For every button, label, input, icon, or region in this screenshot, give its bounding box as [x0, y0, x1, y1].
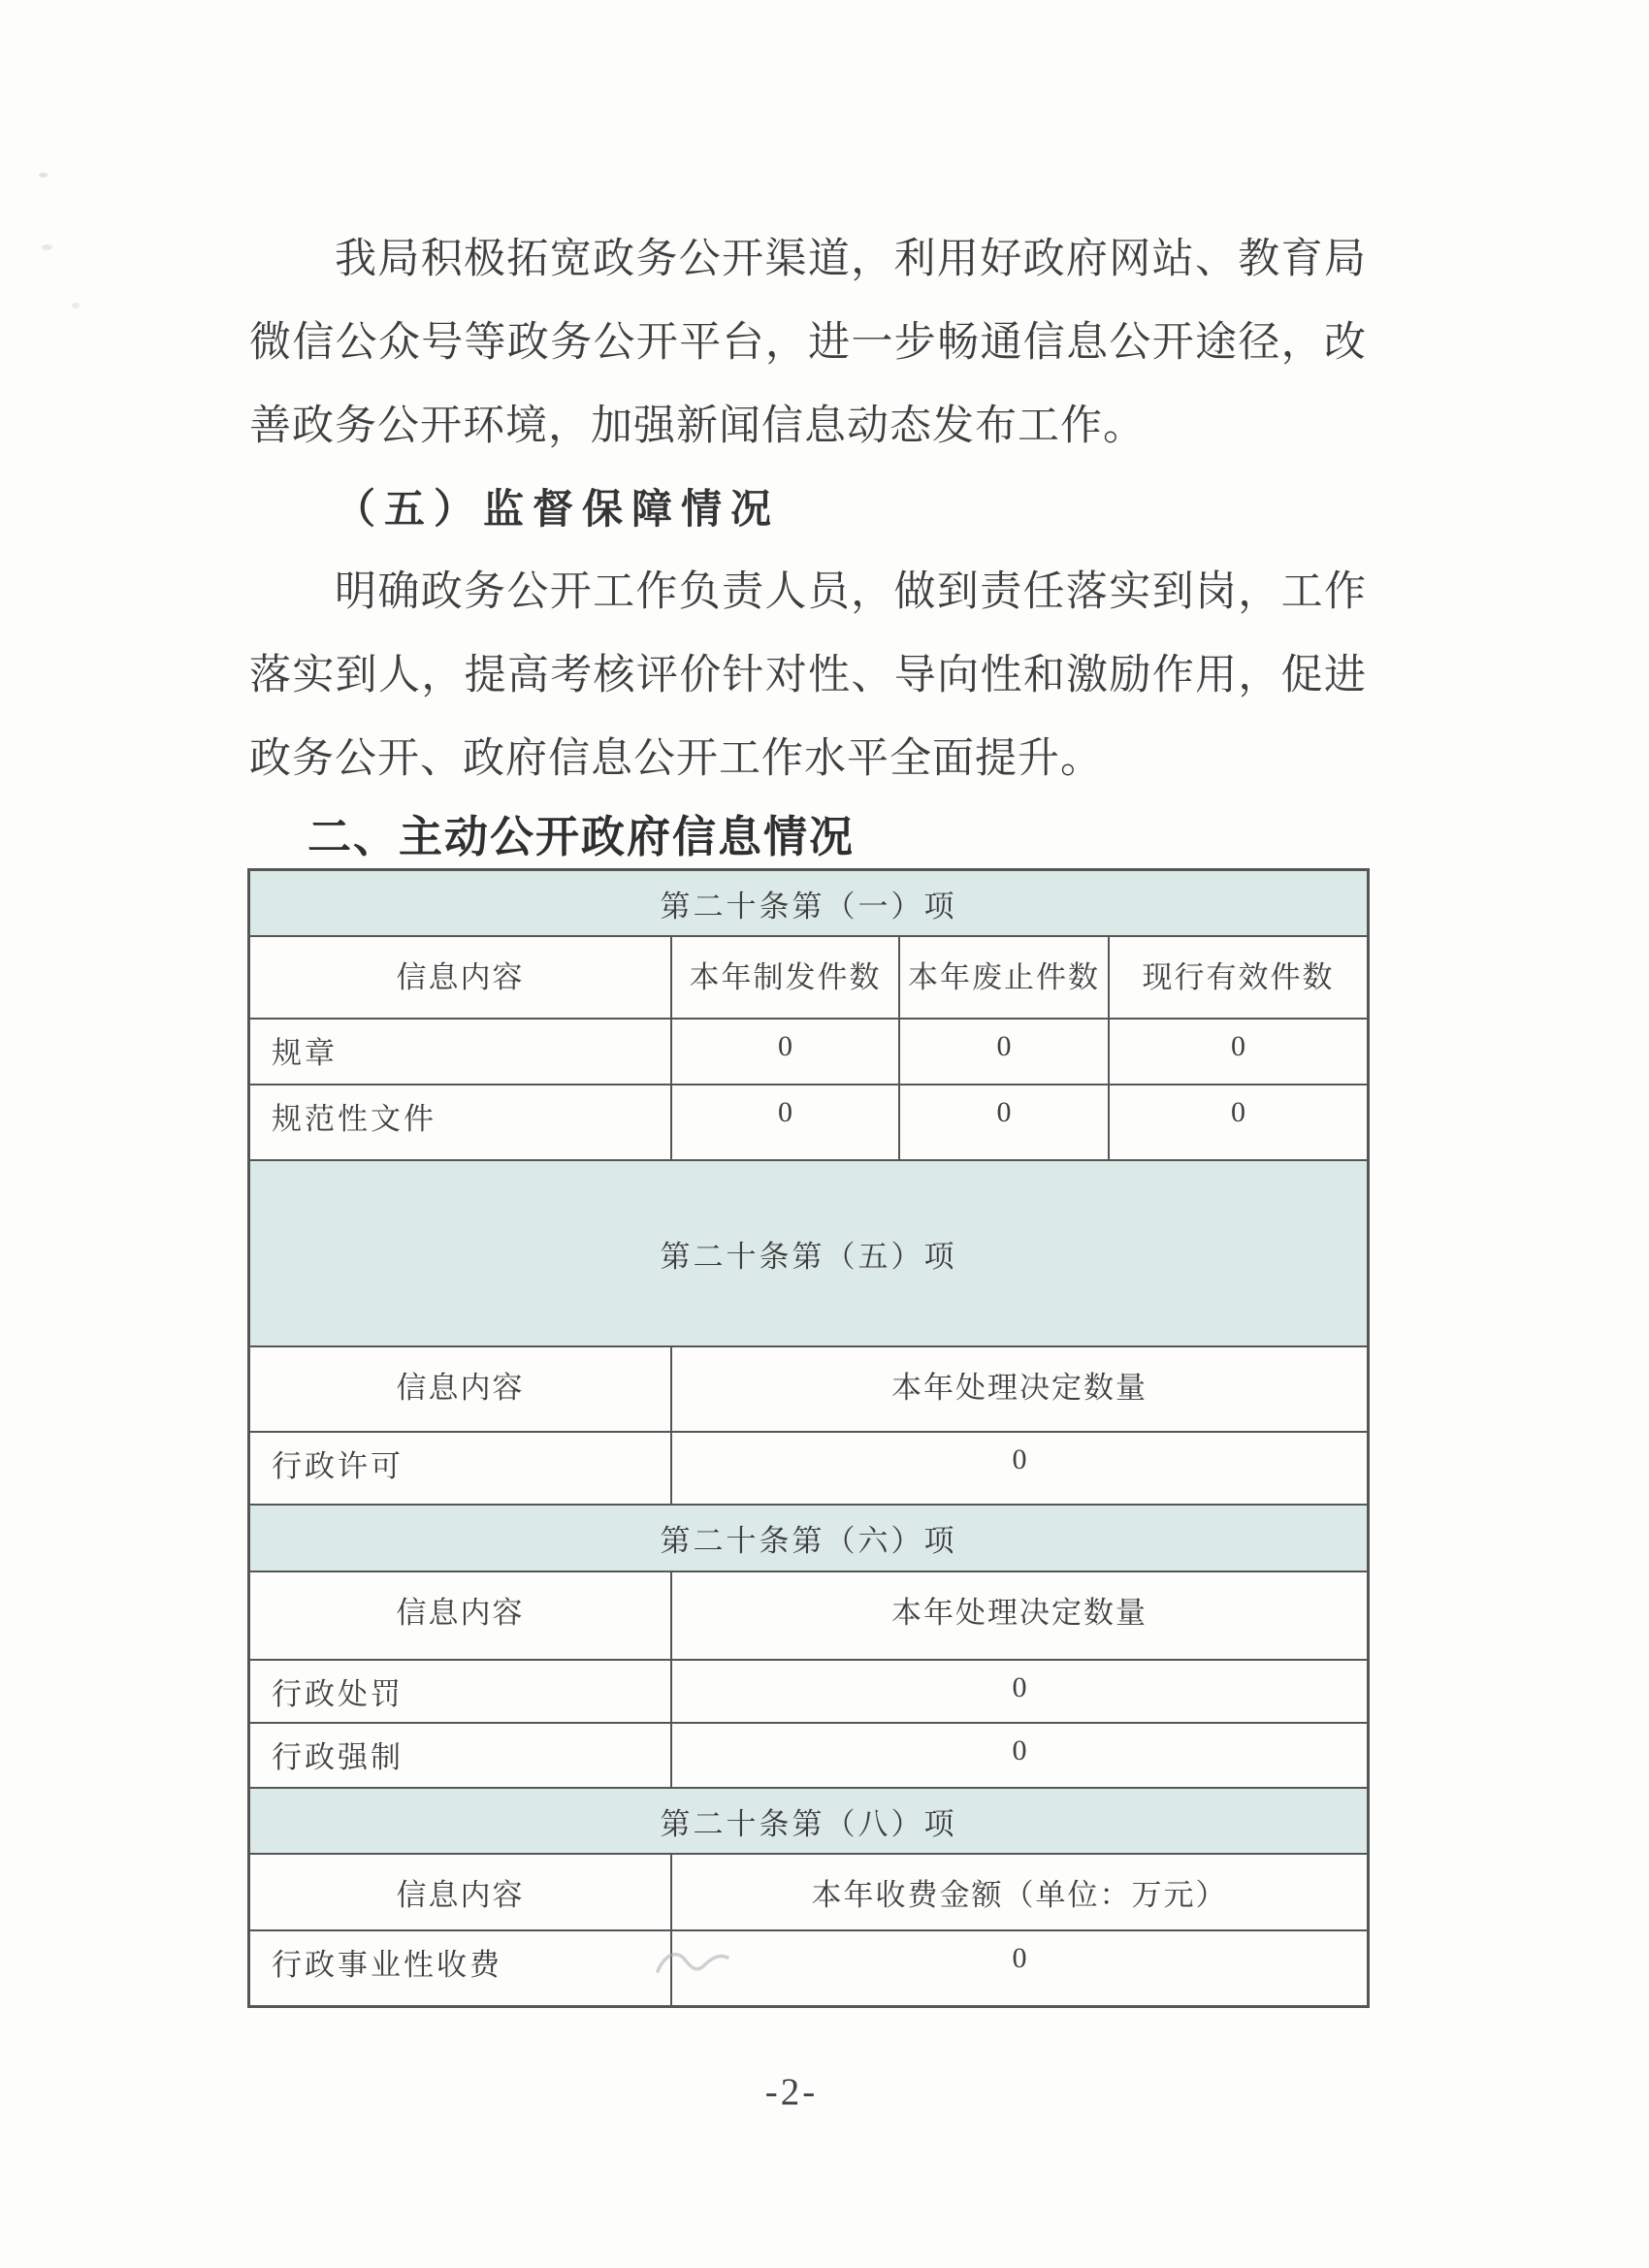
- column-header: 信息内容: [396, 1371, 525, 1405]
- table-band-article20-item8: [250, 1787, 1367, 1853]
- row-label: 规范性文件: [272, 1102, 436, 1136]
- row-label: 行政强制: [272, 1740, 404, 1774]
- table-header-row: [250, 1571, 1367, 1659]
- cell-value: 0: [670, 1931, 1367, 2005]
- pen-squiggle-mark: [652, 1942, 733, 1988]
- paragraph-line: 我局积极拓宽政务公开渠道，利用好政府网站、教育局: [335, 237, 1367, 282]
- cell-value: 0: [1108, 1020, 1367, 1084]
- cell-value: 0: [1108, 1085, 1367, 1159]
- column-header: 本年制发件数: [670, 937, 898, 1018]
- cell-value: 0: [898, 1020, 1108, 1084]
- cell-value: 0: [670, 1724, 1367, 1787]
- column-header: 本年处理决定数量: [670, 1572, 1367, 1659]
- table-band-title: 第二十条第（一）项: [660, 889, 957, 923]
- cell-value: 0: [670, 1433, 1367, 1504]
- paragraph-line: 政务公开、政府信息公开工作水平全面提升。: [249, 736, 1103, 782]
- cell-value: 0: [670, 1020, 898, 1084]
- paragraph-disclosure-channels: [249, 218, 1367, 469]
- row-label: 行政许可: [272, 1449, 404, 1483]
- cell-value: 0: [898, 1085, 1108, 1159]
- scan-speck: [39, 173, 48, 178]
- scan-speck: [42, 244, 52, 250]
- table-row: [250, 1431, 1367, 1504]
- table-band-title: 第二十条第（五）项: [660, 1239, 957, 1274]
- column-header: 信息内容: [396, 1878, 525, 1912]
- column-header: 现行有效件数: [1108, 937, 1367, 1018]
- info-disclosure-table: [247, 868, 1370, 2008]
- scan-speck: [72, 303, 80, 308]
- table-header-row: [250, 1853, 1367, 1929]
- row-label: 规章: [272, 1036, 338, 1070]
- cell-value: 0: [670, 1085, 898, 1159]
- paragraph-supervision-measures: [249, 551, 1367, 801]
- table-band-article20-item5: [250, 1159, 1367, 1345]
- table-row: [250, 1722, 1367, 1787]
- paragraph-line: 落实到人，提高考核评价针对性、导向性和激励作用，促进: [249, 653, 1367, 698]
- table-header-row: [250, 1345, 1367, 1431]
- table-band-title: 第二十条第（六）项: [660, 1524, 957, 1558]
- table-header-row: [250, 935, 1367, 1018]
- paragraph-line: 明确政务公开工作负责人员，做到责任落实到岗，工作: [335, 569, 1367, 615]
- column-header: 本年废止件数: [898, 937, 1108, 1018]
- paragraph-line: 微信公众号等政务公开平台，进一步畅通信息公开途径，改: [249, 320, 1367, 366]
- table-band-article20-item1: [250, 871, 1367, 935]
- table-row: [250, 1084, 1367, 1159]
- paragraph-line: 善政务公开环境，加强新闻信息动态发布工作。: [249, 404, 1146, 449]
- row-label: 行政事业性收费: [272, 1948, 502, 1982]
- column-header: 本年处理决定数量: [670, 1347, 1367, 1431]
- table-band-title: 第二十条第（八）项: [660, 1806, 957, 1841]
- column-header: 信息内容: [396, 960, 525, 994]
- table-row: [250, 1659, 1367, 1722]
- column-header: 信息内容: [396, 1596, 525, 1630]
- cell-value: 0: [670, 1661, 1367, 1722]
- table-band-article20-item6: [250, 1504, 1367, 1571]
- section-heading-proactive-disclosure: 二、主动公开政府信息情况: [307, 812, 856, 861]
- column-header: 本年收费金额（单位：万元）: [670, 1855, 1367, 1929]
- subsection-heading-supervision: （五）监督保障情况: [335, 488, 781, 533]
- row-label: 行政处罚: [272, 1677, 404, 1711]
- page-number: -2-: [764, 2071, 819, 2113]
- table-row: [250, 1018, 1367, 1084]
- table-row: [250, 1929, 1367, 2005]
